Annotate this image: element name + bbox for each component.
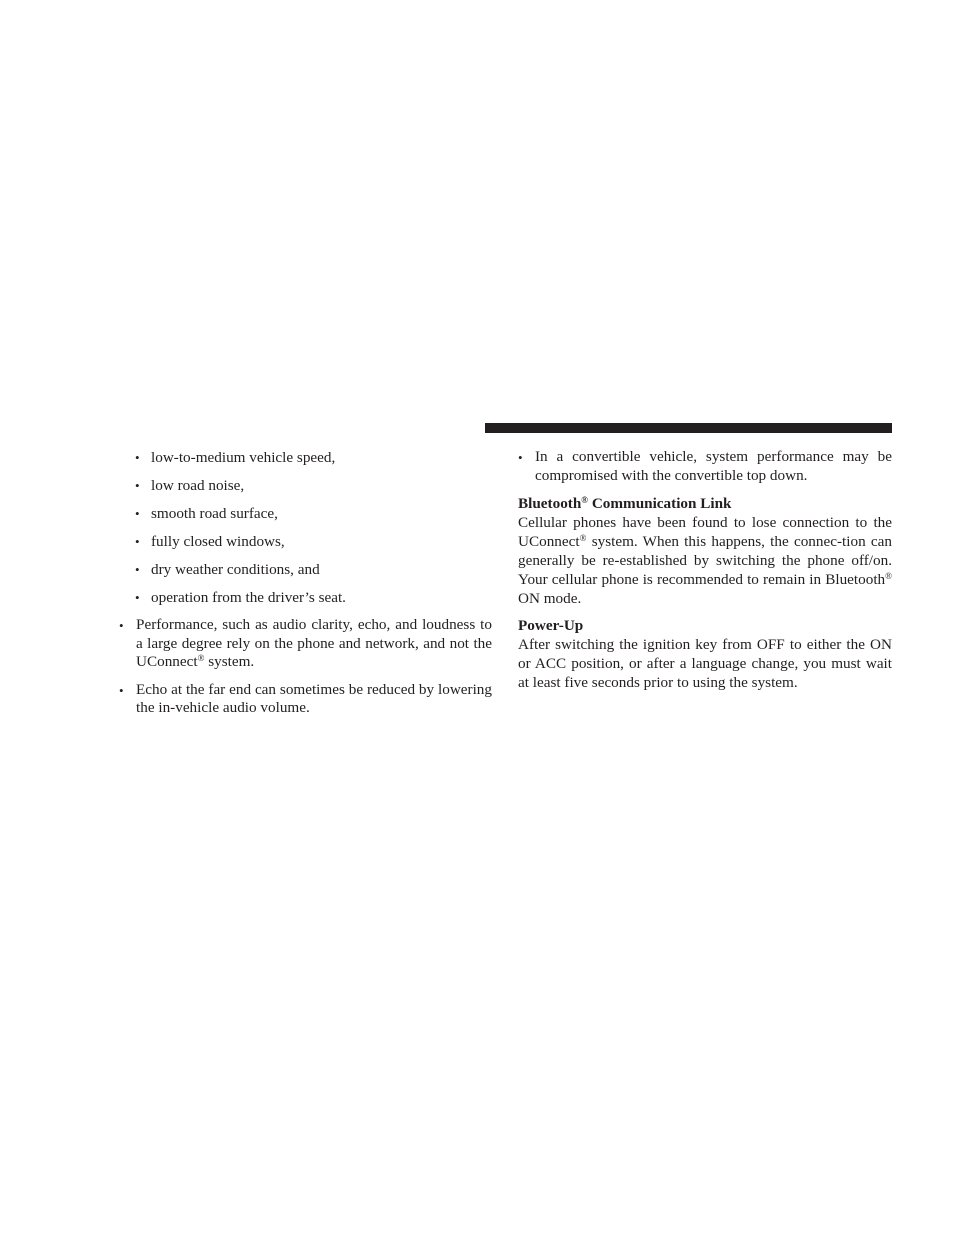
convertible-bullet bbox=[518, 448, 892, 485]
power-up-paragraph: After switching the ignition key from OFF to either the ON or ACC position, or after a language change, you must wait at least five seconds prior to using the system. bbox=[518, 636, 892, 692]
left-column bbox=[118, 448, 492, 727]
right-column bbox=[518, 448, 892, 700]
paragraph-text: ON mode. bbox=[518, 590, 582, 608]
sub-item-text: operation from the driver’s seat. bbox=[151, 589, 346, 606]
bullet-icon: • bbox=[135, 506, 140, 521]
bullet-icon: • bbox=[135, 562, 140, 577]
bullet-icon: • bbox=[135, 450, 140, 465]
sub-list-item bbox=[118, 588, 492, 616]
bullet-icon: • bbox=[135, 478, 140, 493]
sub-item-text: dry weather conditions, and bbox=[151, 561, 320, 578]
bullet-text: Echo at the far end can sometimes be reduced by lowering the in-vehicle audio volume. bbox=[136, 680, 492, 717]
sub-item-text: fully closed windows, bbox=[151, 533, 285, 550]
power-up-heading: Power-Up bbox=[518, 617, 584, 635]
sub-list-item bbox=[118, 504, 492, 532]
bullet-icon: • bbox=[119, 682, 124, 698]
bullet-text-main: Performance, such as audio clarity, echo, and loudness to a large degree rely on the phone and network, and not the UConnect bbox=[136, 616, 492, 671]
heading-text: Bluetooth bbox=[518, 495, 582, 513]
section-divider-bar bbox=[485, 423, 892, 433]
registered-mark: ® bbox=[579, 533, 587, 544]
bullet-text: In a convertible vehicle, system performance may be compromised with the convertible top down. bbox=[535, 448, 892, 484]
sub-list-item bbox=[118, 532, 492, 560]
bullet-icon: • bbox=[518, 450, 523, 465]
bullet-text-tail: system. bbox=[204, 653, 255, 671]
sub-item-text: smooth road surface, bbox=[151, 505, 278, 522]
bullet-icon: • bbox=[135, 534, 140, 549]
registered-mark: ® bbox=[581, 495, 589, 506]
bluetooth-paragraph bbox=[518, 513, 892, 608]
echo-bullet bbox=[118, 681, 492, 718]
paragraph-text: system. When this happens, the connec-tion can generally be re-established by switching the phone off/on. Your cellular phone is recommended to remain in Bluetooth bbox=[518, 533, 892, 589]
sub-list-item bbox=[118, 448, 492, 476]
bluetooth-heading bbox=[518, 494, 892, 513]
sub-list-item bbox=[118, 476, 492, 504]
bullet-icon: • bbox=[135, 590, 140, 605]
condition-sub-list bbox=[118, 448, 492, 616]
sub-item-text: low-to-medium vehicle speed, bbox=[151, 449, 336, 466]
performance-bullet bbox=[118, 616, 492, 672]
bullet-icon: • bbox=[119, 618, 124, 633]
heading-text-tail: Communication Link bbox=[588, 495, 732, 513]
sub-list-item bbox=[118, 560, 492, 588]
sub-item-text: low road noise, bbox=[151, 477, 245, 494]
paragraph-text: Cellular phones have been found to lose connection to the UConnect bbox=[518, 514, 892, 551]
registered-mark: ® bbox=[197, 653, 205, 664]
bullet-text bbox=[136, 616, 492, 670]
registered-mark: ® bbox=[885, 571, 892, 582]
